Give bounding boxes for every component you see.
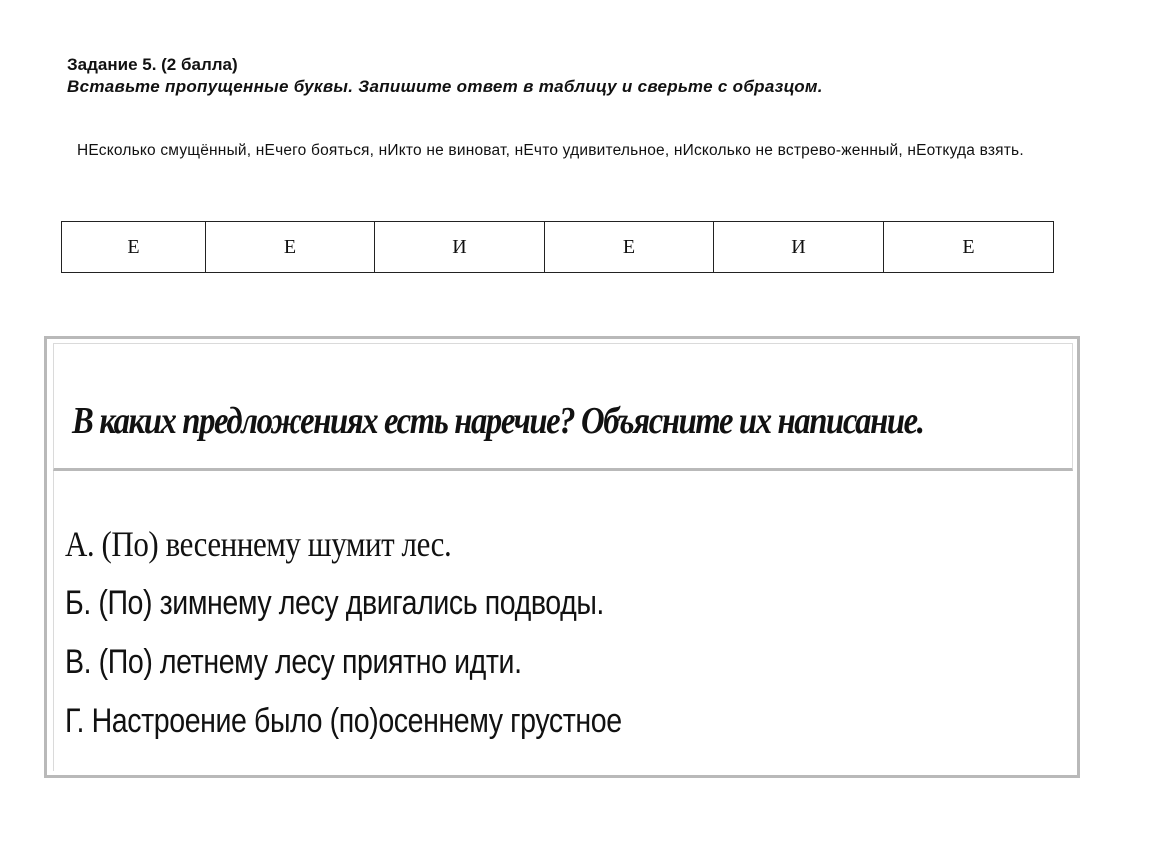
task-text: НЕсколько смущённый, нЕчего бояться, нИкто не виноват, нЕчто удивительное, нИсколько не встрево-женный, нЕоткуда взять.	[77, 142, 1024, 159]
answer-cell-4: Е	[545, 222, 714, 273]
option-c: В. (По) летнему лесу приятно идти.	[65, 643, 522, 681]
question-header	[53, 343, 1073, 471]
task-title: Задание 5. (2 балла)	[67, 55, 238, 74]
answer-cell-1: Е	[62, 222, 206, 273]
box-divider	[53, 471, 54, 771]
answer-cell-5: И	[714, 222, 884, 273]
question-heading: В каких предложениях есть наречие? Объясните их написание.	[72, 400, 924, 442]
option-a: А. (По) весеннему шумит лес.	[65, 524, 452, 564]
option-b: Б. (По) зимнему лесу двигались подводы.	[65, 584, 604, 622]
question-box	[44, 336, 1080, 778]
answer-table	[61, 221, 1054, 273]
option-d: Г. Настроение было (по)осеннему грустное	[65, 702, 622, 740]
answer-cell-3: И	[375, 222, 545, 273]
answer-cell-2: Е	[206, 222, 375, 273]
answer-cell-6: Е	[884, 222, 1054, 273]
options-list	[65, 515, 728, 751]
task-instruction: Вставьте пропущенные буквы. Запишите ответ в таблицу и сверьте с образцом.	[67, 77, 823, 96]
answer-row	[62, 222, 1054, 273]
